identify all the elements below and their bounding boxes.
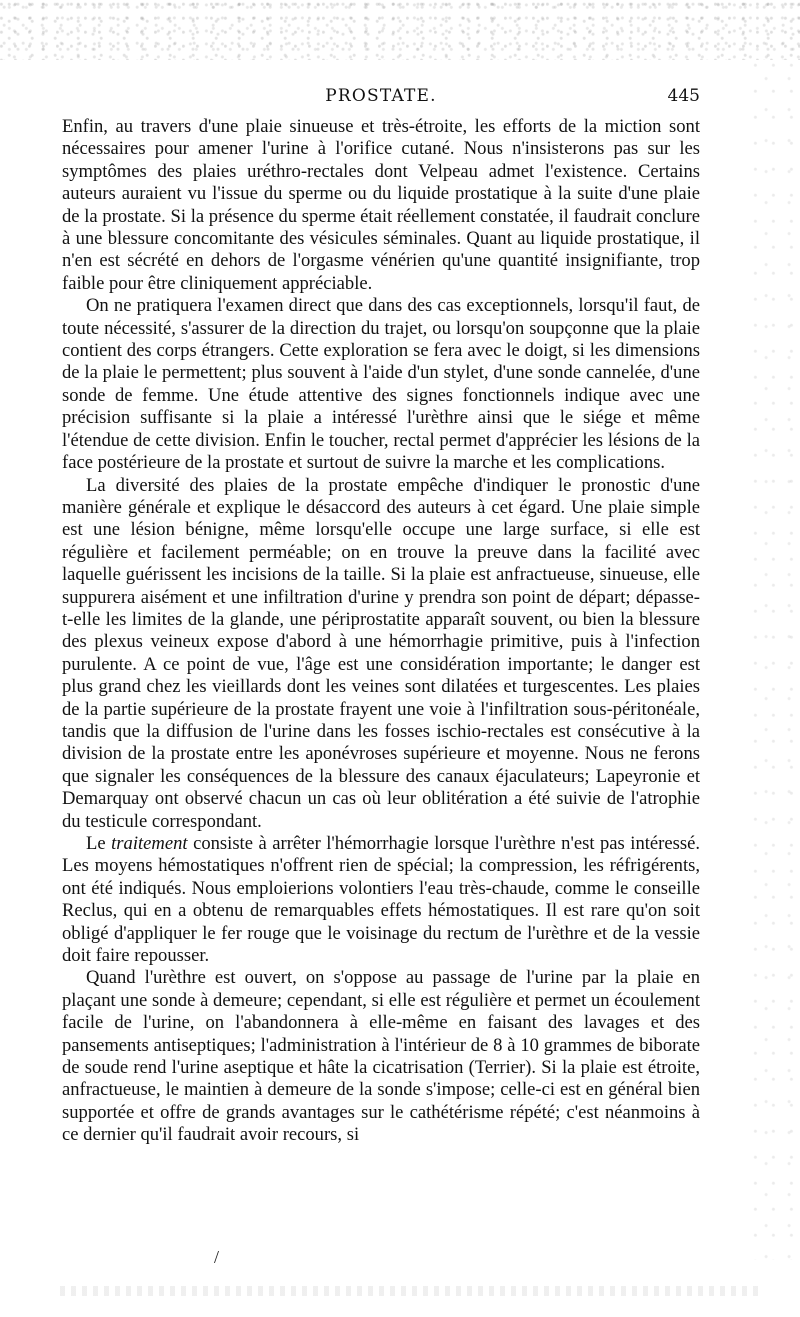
paragraph-3: La diversité des plaies de la prostate empêche d'indiquer le pronostic d'une manière générale et explique le désaccord des auteurs à cet égard. Une plaie simple est une lésion bénigne, même lorsqu'elle occupe une large surface, si elle est régulière et facilement perméable; on en trouve la preuve dans la facilité avec laquelle guérissent les incisions de la taille. Si la plaie est anfractueuse, sinueuse, elle suppurera aisément et une infiltration d'urine y prendra son point de départ; dépasse-t-elle les limites de la glande, une périprostatite apparaît souvent, ou bien la blessure des plexus veineux expose d'abord à une hémorrhagie primitive, puis à l'infection purulente. A ce point de vue, l'âge est une considération importante; le danger est plus grand chez les vieillards dont les veines sont dilatées et turgescentes. Les plaies de la partie supérieure de la prostate frayent une voie à l'infiltration sous-péritonéale, tandis que la diffusion de l'urine dans les fosses ischio-rectales est consécutive à la division de la prostate entre les aponévroses supérieure et moyenne. Nous ne ferons que signaler les conséquences de la blessure des canaux éjaculateurs; Lapeyronie et Demarquay ont observé chacun un cas où leur oblitération a été suivie de l'atrophie du testicule correspondant. [62, 474, 700, 832]
paragraph-2: On ne pratiquera l'examen direct que dans des cas exceptionnels, lorsqu'il faut, de toute nécessité, s'assurer de la direction du trajet, ou lorsqu'on soupçonne que la plaie contient des corps étrangers. Cette exploration se fera avec le doigt, si les dimensions de la plaie le permettent; plus souvent à l'aide d'un stylet, d'une sonde cannelée, d'une sonde de femme. Une étude attentive des signes fonctionnels indique avec une précision suffisante si la plaie a intéressé l'urèthre ainsi que le siége et même l'étendue de cette division. Enfin le toucher, rectal permet d'apprécier les lésions de la face postérieure de la prostate et surtout de suivre la marche et les complications. [62, 295, 700, 474]
scan-speckle-top [0, 0, 800, 60]
paragraph-4-prefix: Le [86, 833, 112, 854]
main-text-block [62, 116, 700, 1271]
paragraph-4 [62, 833, 700, 967]
running-head: PROSTATE. [325, 86, 437, 106]
italic-term-traitement: traitement [111, 833, 188, 854]
paragraph-4-text: consiste à arrêter l'hémorrhagie lorsque l'urèthre n'est pas intéressé. Les moyens hémostatiques n'offrent rien de spécial; la compression, les réfrigérents, ont été indiqués. Nous emploierions volontiers l'eau très-chaude, comme le conseille Reclus, qui en a obtenu de remarquables effets hémostatiques. Il est rare qu'on soit obligé d'appliquer le fer rouge que le voisinage du rectum de l'urèthre et de la vessie doit faire repousser. [62, 833, 700, 967]
page-header [62, 86, 700, 112]
scan-speckle-right-margin [750, 60, 800, 1260]
paragraph-5: Quand l'urèthre est ouvert, on s'oppose au passage de l'urine par la plaie en plaçant une sonde à demeure; cependant, si elle est régulière et permet un écoulement facile de l'urine, on l'abandonnera à elle-même en faisant des lavages et des pansements antiseptiques; l'administration à l'intérieur de 8 à 10 grammes de biborate de soude rend l'urine aseptique et hâte la cicatrisation (Terrier). Si la plaie est étroite, anfractueuse, le maintien à demeure de la sonde s'impose; celle-ci est en général bien supportée et offre de grands avantages sur le cathétérisme répété; c'est néanmoins à ce dernier qu'il faudrait avoir recours, si [62, 967, 700, 1146]
paragraph-1: Enfin, au travers d'une plaie sinueuse et très-étroite, les efforts de la miction sont nécessaires pour amener l'urine à l'orifice cutané. Nous n'insisterons pas sur les symptômes des plaies uréthro-rectales dont Velpeau admet l'existence. Certains auteurs auraient vu l'issue du sperme ou du liquide prostatique à la suite d'une plaie de la prostate. Si la présence du sperme était réellement constatée, il faudrait conclure à une blessure concomitante des vésicules séminales. Quant au liquide prostatique, il n'en est sécrété en dehors de l'orgasme vénérien qu'une quantité insignifiante, trop faible pour être cliniquement appréciable. [62, 116, 700, 294]
page-number: 445 [667, 86, 700, 106]
bottom-stray-mark: / [214, 1247, 220, 1267]
scan-bottom-edge-marks [60, 1286, 760, 1296]
